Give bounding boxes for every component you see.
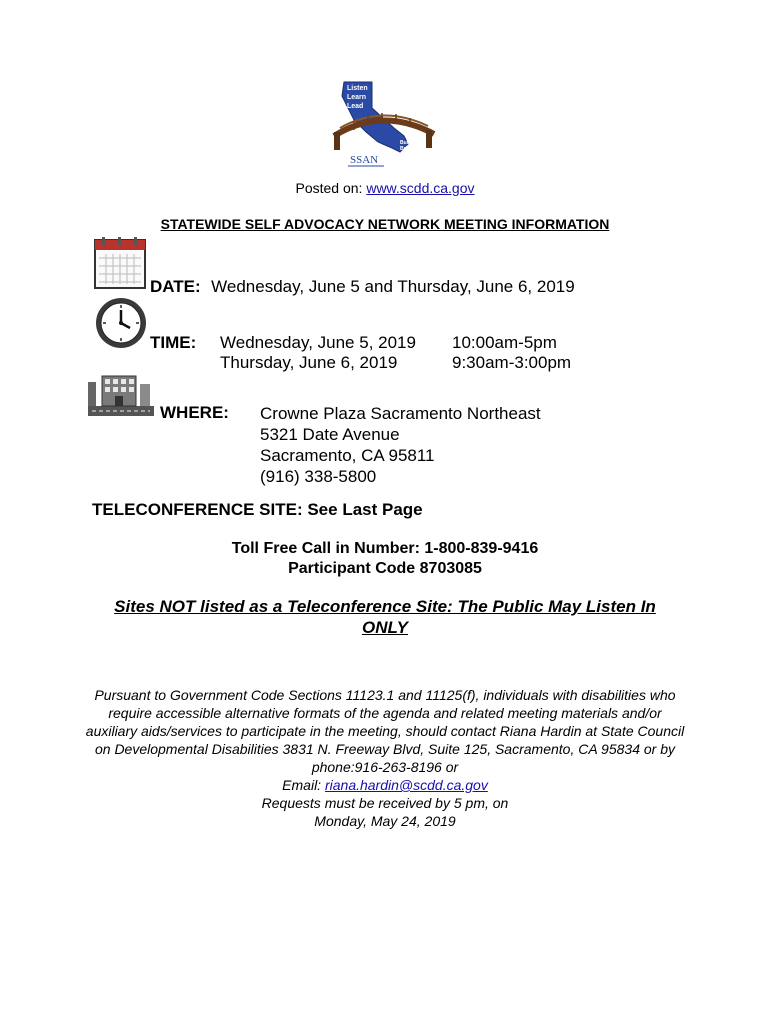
accessibility-body: Pursuant to Government Code Sections 11123.1 and 11125(f), individuals with disabilities who require accessible alternative formats of the agenda and related meeting materials and/or auxiliary aids/services to participate in the meeting, should contact Riana Hardin at State Council on Developmental Disabilities 3831 N. Freeway Blvd, Suite 125, Sacramento, CA 95834 or by phone:916-263-8196 or [85, 687, 685, 775]
logo-text-lead: Lead [347, 103, 364, 110]
teleconference-heading: TELECONFERENCE SITE: See Last Page [92, 500, 423, 519]
time-day-1: Wednesday, June 5, 2019 [220, 333, 416, 352]
deadline-line-2: Monday, May 24, 2019 [314, 813, 456, 829]
toll-free-number: Toll Free Call in Number: 1-800-839-9416 [231, 540, 539, 557]
venue-city: Sacramento, CA 95811 [260, 446, 435, 465]
time-day-2: Thursday, June 6, 2019 [220, 353, 398, 372]
where-address [260, 403, 541, 487]
where-label: WHERE: [160, 403, 229, 422]
accessibility-notice [82, 686, 688, 830]
sites-notice: Sites NOT listed as a Teleconference Site: The Public May Listen In ONLY [114, 597, 656, 637]
venue-phone: (916) 338-5800 [260, 467, 377, 486]
time-label: TIME: [150, 333, 197, 352]
building-icon [88, 374, 154, 418]
posted-on-line [0, 180, 770, 196]
call-in-info [0, 539, 770, 579]
page-title: STATEWIDE SELF ADVOCACY NETWORK MEETING INFORMATION [160, 216, 610, 232]
logo-text-learn: Learn [347, 94, 367, 101]
logo-org-text: SSAN [350, 154, 379, 166]
date-row [150, 277, 575, 297]
logo-text-listen: Listen [347, 85, 368, 92]
date-label: DATE: [150, 277, 201, 296]
time-hours-2: 9:30am-3:00pm [452, 353, 572, 372]
time-hours-1: 10:00am-5pm [452, 333, 557, 352]
participant-code: Participant Code 8703085 [288, 560, 482, 577]
clock-icon [94, 296, 148, 350]
email-label: Email: [282, 777, 325, 793]
venue-name: Crowne Plaza Sacramento Northeast [260, 404, 541, 423]
calendar-icon [92, 236, 148, 290]
ssan-logo [330, 78, 438, 170]
date-value: Wednesday, June 5 and Thursday, June 6, 2019 [211, 277, 575, 296]
posted-on-label: Posted on: [295, 180, 367, 196]
logo-tagline-building: Building [400, 140, 420, 146]
venue-street: 5321 Date Avenue [260, 425, 400, 444]
email-link[interactable]: riana.hardin@scdd.ca.gov [324, 777, 488, 793]
email-line [82, 776, 688, 794]
logo-tagline-bridges: Bridges [400, 146, 419, 152]
website-link[interactable]: www.scdd.ca.gov [366, 180, 475, 196]
deadline-line-1: Requests must be received by 5 pm, on [261, 795, 509, 811]
